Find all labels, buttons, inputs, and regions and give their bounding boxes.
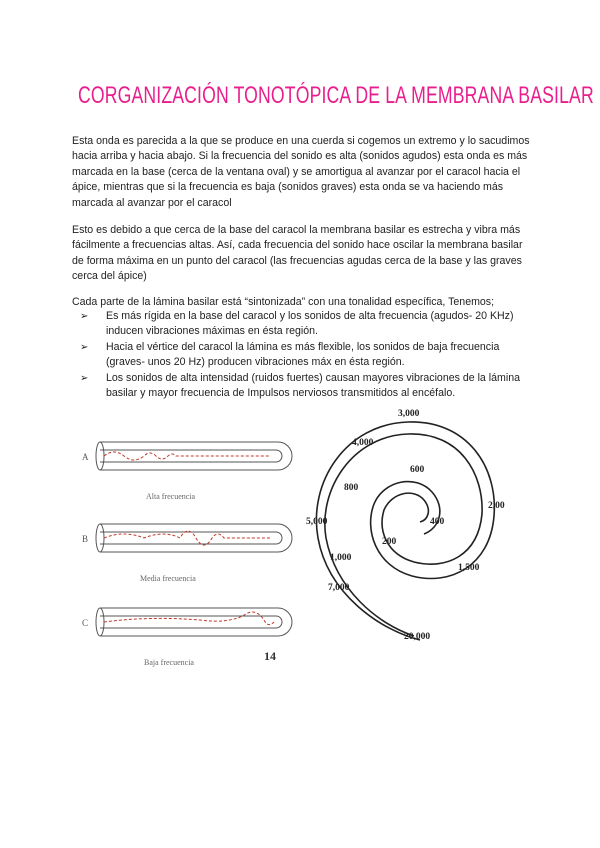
spiral-label: 1,500 (458, 563, 480, 573)
tube-caption: Alta frecuencia (146, 492, 196, 501)
tube-c-diagram (82, 608, 292, 667)
spiral-label: 1,000 (330, 553, 352, 563)
spiral-label: 5,000 (306, 517, 328, 527)
paragraph-basilar: Esto es debido a que cerca de la base del caracol la membrana basilar es estrecha y vibra más fácilmente a frecuencias altas. Así, cada frecuencia del sonido hace oscilar la membrana basilar de forma máxima en un punto del caracol (las frecuencias agudas cerca de la base y las graves cerca del ápice) (72, 224, 523, 283)
bullet-text: Es más rígida en la base del caracol y los sonidos de alta frecuencia (agudos- 20 KHz) inducen vibraciones máximas en ésta región. (106, 310, 514, 338)
paragraph-wave: Esta onda es parecida a la que se produce en una cuerda si cogemos un extremo y lo sacudimos hacia arriba y hacia abajo. Si la frecuencia del sonido es alta (sonidos agudos) esta onda es más marcada en la base (cerca de la ventana oval) y se amortigua al avanzar por el caracol hacia el ápice, mientras que si la frecuencia es baja (sonidos graves) esta onda se va haciendo más marcada al avanzar por el caracol (72, 135, 530, 209)
list-item (80, 371, 530, 402)
paragraph-tuning: Cada parte de la lámina basilar está “sintonizada” con una tonalidad específica, Tenemos; (72, 296, 495, 308)
page-title: CORGANIZACIÓN TONOTÓPICA DE LA MEMBRANA BASILAR (78, 82, 594, 109)
tube-b-diagram (82, 524, 292, 583)
tube-caption: Media frecuencia (140, 574, 196, 583)
page-number: 14 (264, 649, 276, 663)
spiral-label: 3,000 (398, 409, 420, 419)
spiral-label: 7,000 (328, 583, 350, 593)
spiral-label: 800 (344, 483, 359, 493)
spiral-label: 2,00 (488, 501, 505, 511)
arrow-bullet-icon: ➢ (80, 311, 89, 322)
tube-letter: B (82, 534, 89, 544)
tube-a-diagram (82, 442, 292, 501)
bullet-text: Los sonidos de alta intensidad (ruidos fuertes) causan mayores vibraciones de la lámina basilar y mayor frecuencia de Impulsos nerviosos transmitidos al encéfalo. (106, 371, 520, 400)
tube-letter: A (82, 452, 89, 462)
spiral-label: 20,000 (404, 632, 431, 642)
bullet-text: Hacia el vértice del caracol la lámina es más flexible, los sonidos de baja frecuencia (graves- unos 20 Hz) producen vibraciones máx en ésta región. (106, 340, 500, 369)
spiral-label: 200 (382, 537, 397, 547)
spiral-label: 400 (430, 517, 445, 527)
tube-caption: Baja frecuencia (144, 658, 194, 667)
cochlea-figure (80, 398, 520, 668)
spiral-label: 600 (410, 465, 425, 475)
arrow-bullet-icon: ➢ (80, 341, 89, 353)
arrow-bullet-icon: ➢ (80, 372, 89, 384)
list-item (80, 340, 530, 371)
bullet-list (80, 309, 530, 401)
tube-letter: C (82, 618, 89, 628)
cochlea-spiral (316, 422, 494, 640)
list-item (80, 309, 530, 340)
spiral-label: 4,000 (352, 438, 374, 448)
spiral-labels (306, 409, 505, 642)
